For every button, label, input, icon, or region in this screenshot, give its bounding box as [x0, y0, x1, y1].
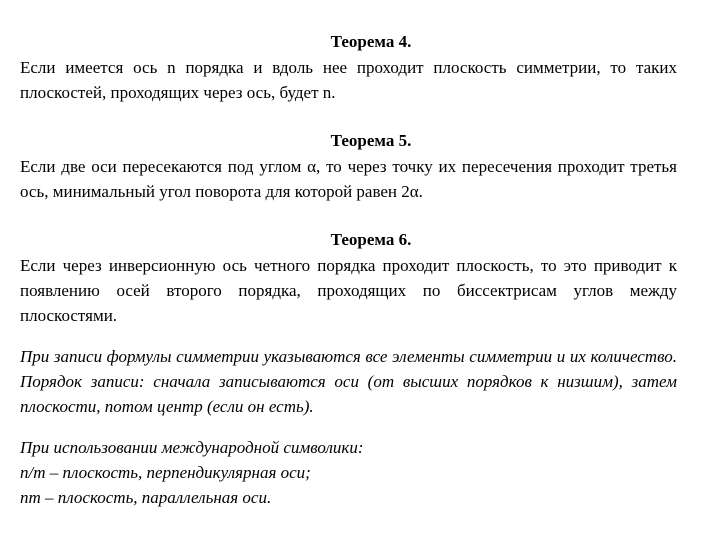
- theorem-text: Если имеется ось n порядка и вдоль нее проходит плоскость симметрии, то таких плоскостей, проходящих через ось, будет n.: [20, 58, 677, 102]
- theorem-title: Теорема 4.: [330, 32, 412, 51]
- symbol-item: nm – плоскость, параллельная оси.: [20, 488, 272, 507]
- theorem-5: [20, 128, 677, 204]
- theorem-text: Если две оси пересекаются под углом α, то через точку их пересечения проходит третья ось, минимальный угол поворота для которой равен 2α.: [20, 157, 677, 201]
- symbol-item: n/m – плоскость, перпендикулярная оси;: [20, 463, 311, 482]
- international-symbols: [20, 435, 677, 510]
- theorem-title: Теорема 5.: [330, 131, 412, 150]
- document-page: [20, 29, 677, 510]
- theorem-4: [20, 29, 677, 105]
- theorem-6: [20, 227, 677, 328]
- symmetry-formula-note: При записи формулы симметрии указываются все элементы симметрии и их количество. Порядок записи: сначала записываются оси (от высших порядков к низшим), затем плоскости, потом центр (если он есть).: [20, 347, 677, 416]
- theorem-title: Теорема 6.: [330, 230, 412, 249]
- symbols-heading: При использовании международной символики:: [20, 438, 364, 457]
- theorem-text: Если через инверсионную ось четного порядка проходит плоскость, то это приводит к появлению осей второго порядка, проходящих по биссектрисам углов между плоскостями.: [20, 256, 677, 325]
